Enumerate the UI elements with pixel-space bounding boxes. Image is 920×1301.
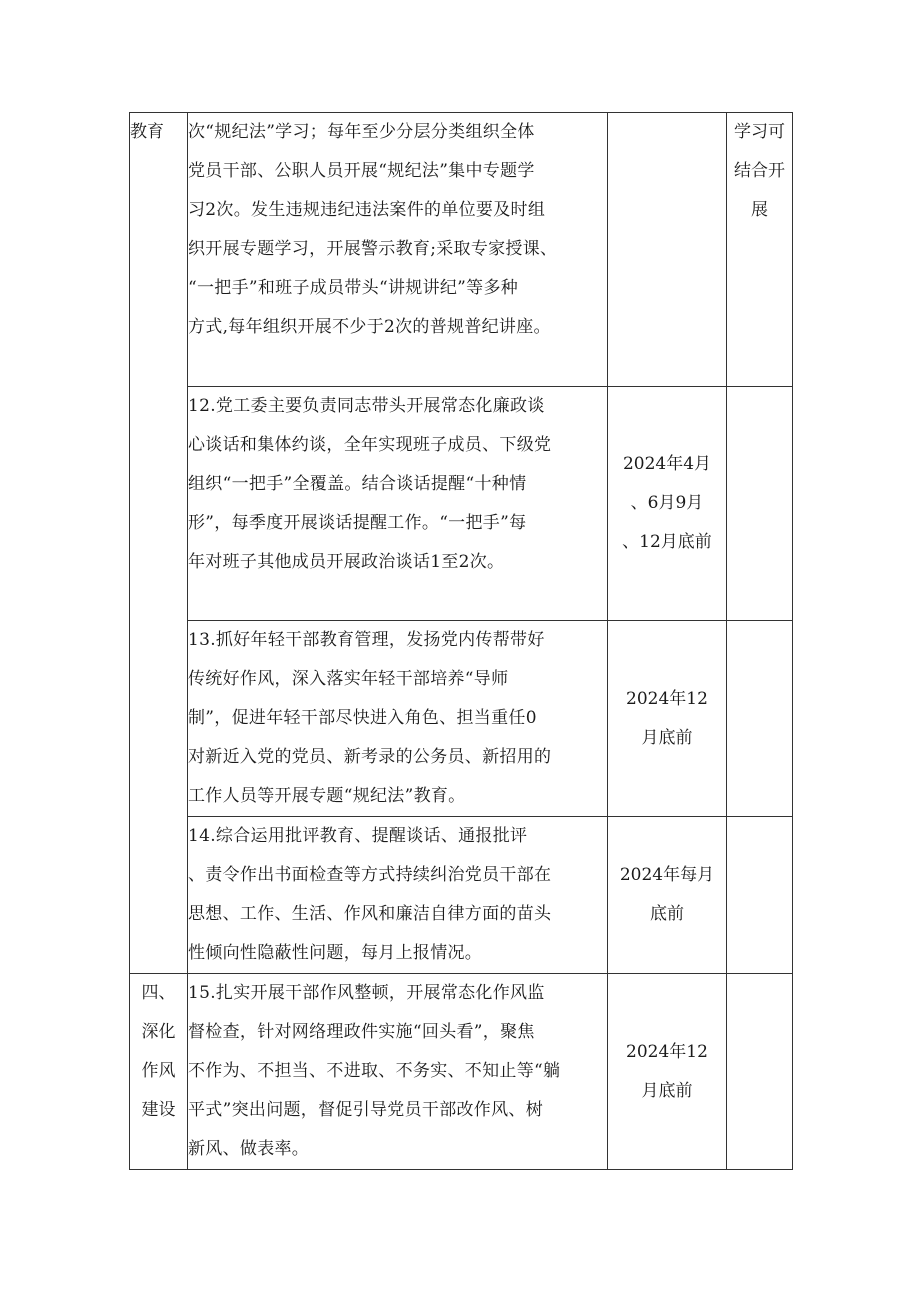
deadline-line: 2024年12 (626, 1041, 708, 1062)
category-line: 四、 (141, 983, 176, 1003)
category-line: 作风 (141, 1061, 176, 1081)
table-row (130, 387, 793, 621)
deadline-cell (608, 817, 727, 974)
description-line: 14.综合运用批评教育、提醒谈话、通报批评 (188, 826, 528, 846)
description-line: 织开展专题学习，开展警示教育;采取专家授课、 (188, 239, 558, 259)
deadline-line: 、12月底前 (622, 532, 712, 552)
deadline-line: 底前 (650, 904, 684, 924)
description-line: 心谈话和集体约谈，全年实现班子成员、下级党 (188, 435, 552, 455)
description-line: 方式,每年组织开展不少于2次的普规普纪讲座。 (188, 317, 551, 337)
category-cell-education (130, 113, 188, 974)
category-cell-work-style (130, 974, 188, 1170)
table-row (130, 113, 793, 387)
table-row (130, 817, 793, 974)
remark-line: 展 (751, 200, 768, 220)
deadline-line: 2024年4月 (622, 454, 712, 474)
description-line: 制”，促进年轻干部尽快进入角色、担当重任0 (188, 708, 537, 728)
description-line: 平式”突出问题，督促引导党员干部改作风、树 (188, 1100, 543, 1120)
description-line: 党员干部、公职人员开展“规纪法”集中专题学 (188, 161, 535, 181)
description-line: 传统好作风，深入落实年轻干部培养“导师 (188, 669, 509, 689)
description-line: 思想、工作、生活、作风和廉洁自律方面的苗头 (188, 904, 552, 924)
description-line: 性倾向性隐蔽性问题，每月上报情况。 (188, 943, 483, 963)
description-cell (188, 113, 608, 387)
remark-line: 学习可 (734, 122, 785, 142)
remark-cell (727, 621, 793, 817)
deadline-cell (608, 621, 727, 817)
description-line: 不作为、不担当、不进取、不务实、不知止等“躺 (188, 1061, 561, 1081)
table-row (130, 621, 793, 817)
remark-cell (727, 817, 793, 974)
table-row (130, 974, 793, 1170)
description-line: 工作人员等开展专题“规纪法”教育。 (188, 786, 466, 806)
description-line: “一把手”和班子成员带头“讲规讲纪”等多种 (188, 278, 519, 298)
description-line: 新风、做表率。 (188, 1139, 310, 1159)
remark-cell (727, 974, 793, 1170)
description-line: 13.抓好年轻干部教育管理，发扬党内传帮带好 (188, 630, 545, 650)
description-line: 对新近入党的党员、新考录的公务员、新招用的 (188, 747, 552, 767)
description-line: 督检查，针对网络理政件实施“回头看”，聚焦 (188, 1022, 535, 1042)
description-cell (188, 387, 608, 621)
description-line: 、责令作出书面检查等方式持续纠治党员干部在 (188, 865, 552, 885)
category-line: 深化 (141, 1022, 176, 1042)
category-line: 建设 (141, 1100, 176, 1120)
deadline-line: 月底前 (641, 1080, 693, 1101)
deadline-line: 月底前 (641, 727, 693, 748)
deadline-cell (608, 113, 727, 387)
description-line: 15.扎实开展干部作风整顿，开展常态化作风监 (188, 983, 545, 1003)
remark-cell (727, 113, 793, 387)
description-line: 习2次。发生违规违纪违法案件的单位要及时组 (188, 200, 546, 220)
description-line: 组织“一把手”全覆盖。结合谈话提醒“十种情 (188, 474, 527, 494)
description-cell (188, 974, 608, 1170)
remark-line: 结合开 (734, 161, 785, 181)
deadline-line: 、6月9月 (630, 493, 704, 513)
deadline-cell (608, 387, 727, 621)
deadline-line: 2024年每月 (619, 865, 715, 885)
description-cell (188, 817, 608, 974)
task-table (129, 112, 793, 1170)
category-line: 教育 (130, 122, 164, 142)
description-cell (188, 621, 608, 817)
description-line: 次“规纪法”学习；每年至少分层分类组织全体 (188, 122, 535, 142)
description-line: 年对班子其他成员开展政治谈话1至2次。 (188, 552, 505, 572)
deadline-line: 2024年12 (626, 688, 708, 709)
description-line: 12.党工委主要负责同志带头开展常态化廉政谈 (188, 396, 545, 416)
deadline-cell (608, 974, 727, 1170)
remark-cell (727, 387, 793, 621)
description-line: 形”，每季度开展谈话提醒工作。“一把手”每 (188, 513, 527, 533)
